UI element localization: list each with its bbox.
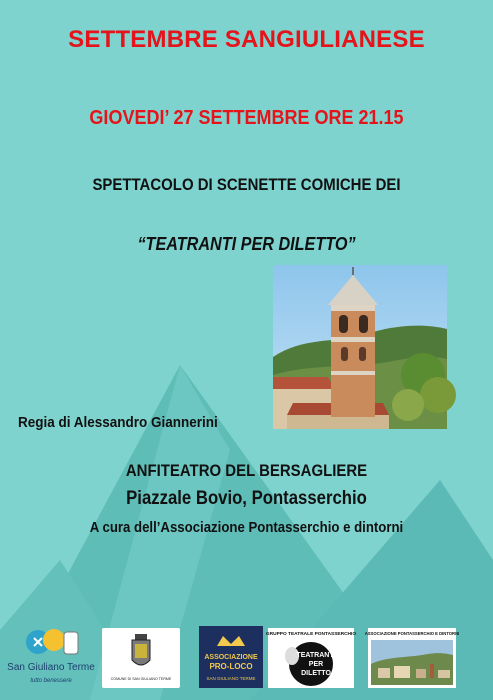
director-credit: Regia di Alessandro Giannerini <box>18 414 218 431</box>
proloco-line3: SAN GIULIANO TERME <box>206 676 256 681</box>
san-giuliano-tagline: tutto benessere <box>30 678 72 684</box>
show-description: SPETTACOLO DI SCENETTE COMICHE DEI <box>92 175 401 194</box>
associazione-pontasserchio-logo <box>364 628 460 688</box>
venue-name: ANFITEATRO DEL BERSAGLIERE <box>125 461 368 480</box>
bell-tower-photo <box>273 265 447 429</box>
poster-title: SETTEMBRE SANGIULIANESE <box>68 26 425 53</box>
proloco-logo <box>199 626 263 688</box>
gruppo-teatrale-word1: TEATRANTI <box>296 652 336 659</box>
troupe-name: “TEATRANTI PER DILETTO” <box>137 234 356 254</box>
event-date-time: GIOVEDI’ 27 SETTEMBRE ORE 21.15 <box>89 107 404 129</box>
gruppo-teatrale-logo <box>265 628 357 688</box>
san-giuliano-name: San Giuliano Terme <box>7 662 95 673</box>
organizer-credit: A cura dell’Associazione Pontasserchio e dintorni <box>89 519 404 536</box>
gruppo-teatrale-word3: DILETTO <box>301 670 331 677</box>
proloco-line1: ASSOCIAZIONE <box>204 654 258 661</box>
gruppo-teatrale-word2: PER <box>308 661 324 668</box>
san-giuliano-terme-logo <box>7 624 95 694</box>
venue-address: Piazzale Bovio, Pontasserchio <box>126 488 367 509</box>
gruppo-teatrale-header: GRUPPO TEATRALE PONTASSERCHIO <box>265 632 357 637</box>
comune-crest-logo <box>102 628 180 688</box>
associazione-header: ASSOCIAZIONE PONTASSERCHIO E DINTORNI <box>364 631 460 636</box>
comune-label: COMUNE DI SAN GIULIANO TERME <box>110 677 172 681</box>
proloco-line2: PRO-LOCO <box>209 662 253 671</box>
